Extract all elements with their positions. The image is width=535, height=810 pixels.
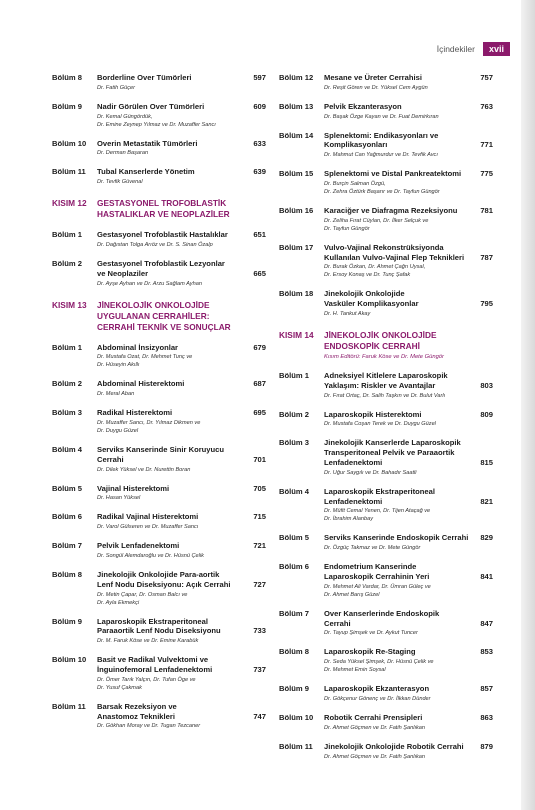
toc-entry[interactable] [279,562,493,599]
chapter-label: Bölüm 3 [52,408,82,418]
chapter-page: 757 [480,73,493,82]
chapter-title: Adneksiyel Kitlelere Laparoskopik Yaklaşım: Riskler ve Avantajlar [324,370,448,390]
page-edge [521,0,535,810]
chapter-label: Bölüm 18 [279,289,314,299]
chapter-page: 775 [480,169,493,179]
section-title: GESTASYONEL TROFOBLASTİK HASTALIKLAR VE NEOPLAZİLER [97,198,230,220]
header-title: İçindekiler [436,44,475,54]
toc-entry[interactable] [279,609,493,638]
toc-entry[interactable] [52,139,266,158]
chapter-title: Jinekolojik Onkolojide Para-aortik Lenf Nodu Diseksiyonu: Açık Cerrahi [97,569,231,589]
chapter-title: Overin Metastatik Tümörleri [97,138,198,148]
section-header [52,198,266,220]
chapter-page: 815 [480,457,493,467]
chapter-title: Pelvik Ekzanterasyon [324,101,402,111]
chapter-authors: Dr. Gökhan Moray ve Dr. Tugan Tezcaner [97,723,201,730]
chapter-authors: Dr. Ahmet Göçmen ve Dr. Fatih Şanlıkan [324,753,426,760]
chapter-authors: Dr. Reşit Gören ve Dr. Yüksel Cem Aygün [324,84,428,91]
page-header [395,42,510,56]
chapter-authors: Dr. Kemal Güngördük, Dr. Emine Zeynep Yılmaz ve Dr. Muzaffer Sancı [97,113,216,128]
chapter-label: Bölüm 9 [52,616,82,626]
chapter-title: Laparoskopik Ekstraperitoneal Lenfadenektomi [324,486,435,506]
toc-entry[interactable] [279,742,493,761]
toc-entry[interactable] [279,102,493,121]
chapter-page: 787 [480,252,493,262]
chapter-label: Bölüm 9 [52,101,82,111]
toc-entry[interactable] [279,73,493,92]
chapter-title: Nadir Görülen Over Tümörleri [97,101,205,111]
toc-entry[interactable] [52,702,266,731]
section-header [279,330,493,361]
toc-entry[interactable] [279,410,493,429]
chapter-authors: Dr. Tevfik Güvenal [97,179,143,186]
chapter-authors: Dr. Başak Özge Kayan ve Dr. Fuat Demirkıran [324,113,439,120]
toc-entry[interactable] [52,484,266,503]
chapter-authors: Dr. Burak Özkan, Dr. Ahmet Çağrı Uysal, Dr. Ersoy Konaş ve Dr. Tunç Şafak [324,264,426,279]
chapter-title: Tubal Kanserlerde Yönetim [97,167,195,177]
chapter-label: Bölüm 5 [279,533,309,543]
chapter-authors: Dr. Ahmet Göçmen ve Dr. Fatih Şanlıkan [324,724,426,731]
toc-entry[interactable] [279,533,493,552]
chapter-page: 841 [480,571,493,581]
section-label: KISIM 12 [52,198,87,209]
chapter-title: Jinekolojik Kanserlerde Laparoskopik Transperitoneal Pelvik ve Paraaortik Lenfadenektomi [324,438,461,467]
chapter-label: Bölüm 9 [279,684,309,694]
chapter-label: Bölüm 8 [52,569,82,579]
chapter-page: 651 [253,230,266,240]
chapter-label: Bölüm 10 [52,138,87,148]
chapter-label: Bölüm 2 [52,258,82,268]
chapter-authors: Dr. Meral Aban [97,391,135,398]
toc-entry[interactable] [52,617,266,646]
chapter-title: Serviks Kanserinde Sinir Koruyucu Cerrahi [97,444,225,464]
chapter-label: Bölüm 11 [279,741,313,751]
chapter-title: Serviks Kanserinde Endoskopik Cerrahi [324,533,469,543]
chapter-authors: Dr. Muzaffer Sancı, Dr. Yılmaz Dikmen ve Dr. Duygu Güzel [97,419,201,434]
toc-entry[interactable] [52,445,266,474]
toc-column-left [52,73,266,740]
chapter-label: Bölüm 2 [279,409,309,419]
chapter-page: 597 [253,73,266,82]
chapter-page: 721 [253,541,266,551]
chapter-page: 665 [253,268,266,278]
chapter-title: Laparoskopik Re-Staging [324,647,416,657]
chapter-title: Basit ve Radikal Vulvektomi ve İnguinofemoral Lenfadenektomi [97,655,213,674]
toc-entry[interactable] [279,131,493,160]
chapter-label: Bölüm 3 [279,438,309,448]
toc-entry[interactable] [52,343,266,370]
chapter-page: 853 [480,647,493,657]
toc-entry[interactable] [279,684,493,703]
chapter-page: 829 [480,533,493,543]
chapter-label: Bölüm 8 [279,647,309,657]
toc-entry[interactable] [279,647,493,674]
chapter-page: 771 [480,140,493,150]
toc-entry[interactable] [52,379,266,398]
chapter-page: 737 [253,664,266,674]
chapter-page: 695 [253,408,266,418]
chapter-authors: Dr. Burçin Salman Özgü, Dr. Zehra Öztürk Başarır ve Dr. Tayfun Güngör [324,180,440,195]
toc-entry[interactable] [52,655,266,692]
chapter-authors: Dr. Dilek Yüksel ve Dr. Nurettin Boran [97,466,191,473]
chapter-label: Bölüm 7 [279,608,309,618]
chapter-label: Bölüm 2 [52,379,82,389]
chapter-title: Gestasyonel Trofoblastik Hastalıklar [97,230,228,240]
chapter-label: Bölüm 6 [52,512,82,522]
chapter-label: Bölüm 13 [279,101,314,111]
section-label: KISIM 13 [52,299,87,310]
chapter-label: Bölüm 5 [52,483,82,493]
chapter-page: 781 [480,205,493,215]
chapter-label: Bölüm 12 [279,73,314,82]
chapter-title: Jinekolojik Onkolojide Vasküler Komplikasyonlar [324,289,419,309]
chapter-label: Bölüm 6 [279,562,309,572]
chapter-authors: Dr. Dağıstan Tolga Arıöz ve Dr. S. Sinan Özalp [97,241,213,248]
toc-column-right [279,73,493,771]
chapter-label: Bölüm 1 [52,342,82,352]
chapter-authors: Dr. Mahmut Can Yağmurdur ve Dr. Tevfik Avcı [324,152,438,159]
chapter-page: 727 [253,579,266,589]
chapter-authors: Dr. Tayup Şimşek ve Dr. Aykut Tuncer [324,630,418,637]
toc-entry[interactable] [279,713,493,732]
toc-entry[interactable] [279,371,493,400]
toc-entry[interactable] [52,541,266,560]
chapter-title: Robotik Cerrahi Prensipleri [324,712,423,722]
chapter-authors: Dr. Özgüç Takmaz ve Dr. Mete Güngör [324,545,421,552]
toc-entry[interactable] [52,102,266,129]
chapter-title: Abdominal Histerektomi [97,379,185,389]
chapter-authors: Dr. Songül Alemdaroğlu ve Dr. Hüsnü Çelik [97,552,204,559]
chapter-page: 879 [480,741,493,751]
page-number-badge: xvii [483,42,510,56]
chapter-title: Endometrium Kanserinde Laparoskopik Cerrahinin Yeri [324,562,430,581]
chapter-title: Laparoskopik Ekzanterasyon [324,684,430,694]
chapter-title: Laparoskopik Ekstraperitoneal Paraaortik Lenf Nodu Diseksiyonu [97,616,221,636]
chapter-page: 821 [480,496,493,506]
chapter-title: Mesane ve Üreter Cerrahisi [324,73,422,82]
chapter-page: 763 [480,101,493,111]
chapter-label: Bölüm 11 [52,167,86,177]
chapter-label: Bölüm 15 [279,169,314,179]
chapter-page: 687 [253,379,266,389]
chapter-label: Bölüm 7 [52,541,82,551]
chapter-page: 809 [480,409,493,419]
toc-entry[interactable] [279,438,493,476]
chapter-title: Barsak Rezeksiyon ve Anastomoz Teknikleri [97,701,177,721]
chapter-authors: Dr. Ayşe Ayhan ve Dr. Arzu Sağlam Ayhan [97,280,202,287]
chapter-label: Bölüm 8 [52,73,82,82]
chapter-title: Abdominal İnsizyonlar [97,342,179,352]
chapter-authors: Dr. Ömer Tarık Yalçın, Dr. Tufan Öge ve Dr. Yusuf Çakmak [97,676,196,691]
chapter-page: 803 [480,380,493,390]
toc-entry[interactable] [279,487,493,524]
chapter-page: 733 [253,626,266,636]
toc-entry[interactable] [279,169,493,196]
chapter-label: Bölüm 1 [279,370,309,380]
chapter-page: 679 [253,342,266,352]
toc-entry[interactable] [52,408,266,435]
toc-entry[interactable] [52,167,266,186]
chapter-label: Bölüm 10 [279,712,314,722]
chapter-title: Borderline Over Tümörleri [97,73,192,82]
chapter-title: Laparoskopik Histerektomi [324,409,422,419]
toc-entry[interactable] [52,512,266,531]
chapter-page: 795 [480,299,493,309]
chapter-authors: Dr. Metin Çapar, Dr. Osman Balcı ve Dr. Ayla Ekmekçi [97,591,188,606]
toc-entry[interactable] [52,230,266,249]
chapter-authors: Dr. H. Tankut Akay [324,310,371,317]
chapter-label: Bölüm 4 [279,486,309,496]
chapter-label: Bölüm 14 [279,130,314,140]
section-header [52,300,266,333]
chapter-authors: Dr. Müfit Cemal Yenen, Dr. Tijen Ataçağ ve Dr. İbrahim Alanbay [324,508,431,523]
chapter-label: Bölüm 17 [279,242,314,252]
chapter-title: Vulvo-Vajinal Rekonstrüksiyonda Kullanılan Vulvo-Vajinal Flep Teknikleri [324,242,465,262]
chapter-authors: Dr. M. Faruk Köse ve Dr. Emine Karabük [97,638,199,645]
section-title: JİNEKOLOJİK ONKOLOJİDE ENDOSKOPİK CERRAHİ [324,329,437,351]
chapter-page: 705 [253,483,266,493]
chapter-label: Bölüm 11 [52,701,86,711]
chapter-title: Radikal Vajinal Histerektomi [97,512,199,522]
chapter-label: Bölüm 4 [52,444,82,454]
chapter-label: Bölüm 1 [52,230,82,240]
toc-entry[interactable] [52,73,266,92]
chapter-authors: Dr. Fatih Güçer [97,84,136,91]
chapter-authors: Dr. Uğur Saygılı ve Dr. Bahadır Saatli [324,469,417,476]
chapter-authors: Dr. Derman Başaran [97,150,149,157]
toc-entry[interactable] [279,289,493,318]
chapter-authors: Dr. Seda Yüksel Şimşek, Dr. Hüsnü Çelik ve Dr. Mehmet Emin Soysal [324,659,434,674]
chapter-authors: Dr. Gökçenur Gönenç ve Dr. İlkkan Dünder [324,695,431,702]
section-label: KISIM 14 [279,329,314,340]
chapter-authors: Dr. Zeliha Fırat Cüylan, Dr. İlker Selçuk ve Dr. Tayfun Güngör [324,217,429,232]
chapter-page: 863 [480,712,493,722]
chapter-title: Splenektomi ve Distal Pankreatektomi [324,169,462,179]
toc-entry[interactable] [279,206,493,233]
chapter-label: Bölüm 10 [52,655,87,665]
chapter-title: Pelvik Lenfadenektomi [97,541,180,551]
chapter-authors: Dr. Mustafa Ozat, Dr. Mehmet Tunç ve Dr. Hüseyin Akıllı [97,354,193,369]
chapter-page: 633 [253,138,266,148]
chapter-page: 715 [253,512,266,522]
chapter-page: 701 [253,454,266,464]
chapter-authors: Dr. Fırat Ortaç, Dr. Salih Taşkın ve Dr. Bulut Varlı [324,392,446,399]
chapter-title: Vajinal Histerektomi [97,483,170,493]
chapter-title: Jinekolojik Onkolojide Robotik Cerrahi [324,741,464,751]
toc-entry[interactable] [52,570,266,607]
chapter-title: Over Kanserlerinde Endoskopik Cerrahi [324,608,440,628]
chapter-title: Karaciğer ve Diafragma Rezeksiyonu [324,205,458,215]
chapter-page: 609 [253,101,266,111]
chapter-title: Splenektomi: Endikasyonları ve Komplikasyonları [324,130,439,150]
chapter-title: Gestasyonel Trofoblastik Lezyonlar ve Neoplaziler [97,258,225,278]
section-title: JİNEKOLOJİK ONKOLOJİDE UYGULANAN CERRAHİLER: CERRAHİ TEKNİK VE SONUÇLAR [97,299,231,332]
chapter-page: 747 [253,711,266,721]
chapter-page: 639 [253,167,266,177]
chapter-page: 857 [480,684,493,694]
chapter-authors: Dr. Hasan Yüksel [97,495,141,502]
chapter-title: Radikal Histerektomi [97,408,173,418]
chapter-authors: Dr. Varol Gülseren ve Dr. Muzaffer Sancı [97,524,199,531]
chapter-page: 847 [480,618,493,628]
section-editor: Kısım Editörü: Faruk Köse ve Dr. Mete Güngör [324,353,444,360]
chapter-authors: Dr. Mustafa Coşan Terek ve Dr. Duygu Güzel [324,421,436,428]
toc-entry[interactable] [52,259,266,288]
toc-entry[interactable] [279,243,493,280]
chapter-authors: Dr. Mehmet Ali Vardar, Dr. Ümran Güleç ve Dr. Ahmet Barış Güzel [324,583,431,598]
chapter-label: Bölüm 16 [279,205,314,215]
